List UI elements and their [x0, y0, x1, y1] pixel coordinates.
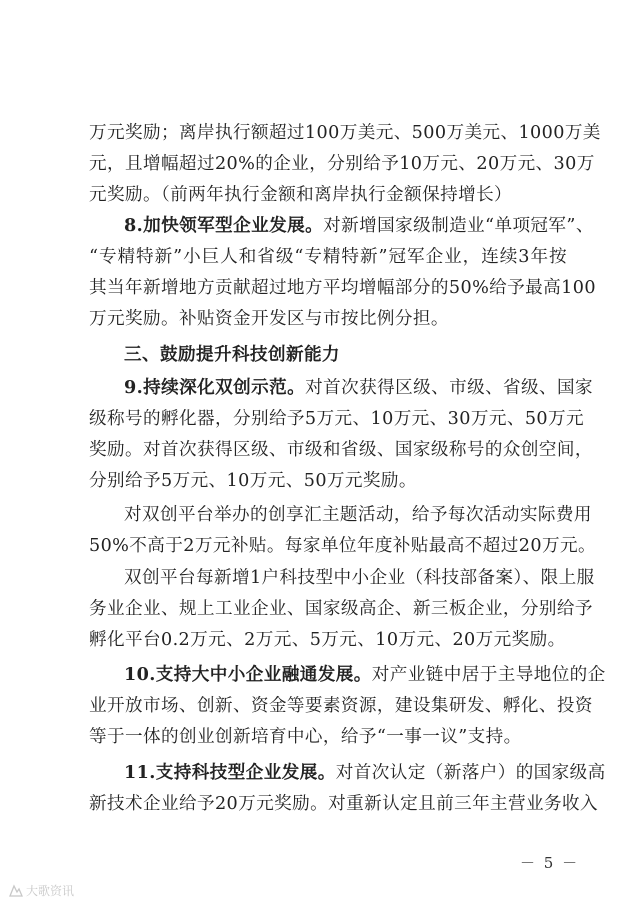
line-text: 对首次获得区级、市级、省级、国家 — [305, 378, 594, 398]
line-text: “专精特新”小巨人和省级“专精特新”冠军企业，连续3年按 — [89, 247, 567, 267]
line-text: 分别给予5万元、10万元、50万元奖励。 — [89, 471, 417, 491]
line-text: 对双创平台举办的创享汇主题活动，给予每次活动实际费用 — [124, 505, 592, 525]
text-line — [124, 503, 592, 527]
line-text: 对新增国家级制造业“单项冠军”、 — [323, 216, 594, 236]
line-text: 务业企业、规上工业企业、国家级高企、新三板企业，分别给予 — [89, 599, 593, 619]
watermark-text: 大歌资讯 — [26, 884, 75, 898]
text-line — [89, 307, 567, 331]
text-line — [124, 214, 594, 238]
item-lead: 8.加快领军型企业发展。 — [124, 215, 324, 236]
text-line — [124, 343, 567, 367]
line-text: 孵化平台0.2万元、2万元、5万元、10万元、20万元奖励。 — [89, 630, 566, 650]
text-line — [89, 121, 601, 145]
text-line — [89, 438, 593, 462]
text-line — [89, 792, 599, 816]
watermark-logo-icon — [8, 884, 24, 898]
page-number: － 5 － — [520, 854, 580, 872]
section-heading: 三、鼓励提升科技创新能力 — [124, 345, 340, 365]
text-line — [89, 469, 567, 493]
line-text: 新技术企业给予20万元奖励。对重新认定且前三年主营业务收入 — [89, 794, 599, 814]
line-text: 双创平台每新增1户科技型中小企业（科技部备案）、限上服 — [124, 568, 595, 588]
text-line — [124, 761, 606, 785]
line-text: 元，且增幅超过20%的企业，分别给予10万元、20万元、30万 — [89, 154, 595, 174]
text-line — [89, 534, 596, 558]
text-line — [124, 376, 594, 400]
watermark — [8, 882, 74, 899]
text-line — [124, 663, 606, 687]
text-line — [89, 725, 567, 749]
line-text: 业开放市场、创新、资金等要素资源，建设集研发、孵化、投资 — [89, 696, 593, 716]
text-line — [89, 183, 567, 207]
line-text: 级称号的孵化器，分别给予5万元、10万元、30万元、50万元 — [89, 409, 585, 429]
line-text: 等于一体的创业创新培育中心，给予“一事一议”支持。 — [89, 727, 522, 747]
line-text: 万元奖励；离岸执行额超过100万美元、500万美元、1000万美 — [89, 123, 601, 143]
item-lead: 9.持续深化双创示范。 — [124, 377, 306, 398]
text-line — [89, 407, 585, 431]
text-line — [89, 245, 567, 269]
text-line — [89, 628, 567, 652]
item-lead: 11.支持科技型企业发展。 — [124, 762, 336, 783]
text-line — [89, 152, 595, 176]
line-text: 元奖励。（前两年执行金额和离岸执行金额保持增长） — [89, 185, 513, 205]
text-line — [89, 597, 593, 621]
line-text: 万元奖励。补贴资金开发区与市按比例分担。 — [89, 309, 449, 329]
text-line — [89, 276, 596, 300]
line-text: 其当年新增地方贡献超过地方平均增幅部分的50%给予最高100 — [89, 278, 596, 298]
line-text: 对产业链中居于主导地位的企 — [371, 665, 606, 685]
line-text: 奖励。对首次获得区级、市级和省级、国家级称号的众创空间， — [89, 440, 593, 460]
text-line — [124, 566, 595, 590]
item-lead: 10.支持大中小企业融通发展。 — [124, 664, 372, 685]
line-text: 50%不高于2万元补贴。每家单位年度补贴最高不超过20万元。 — [89, 536, 596, 556]
line-text: 对首次认定（新落户）的国家级高 — [335, 763, 606, 783]
text-line — [89, 694, 593, 718]
